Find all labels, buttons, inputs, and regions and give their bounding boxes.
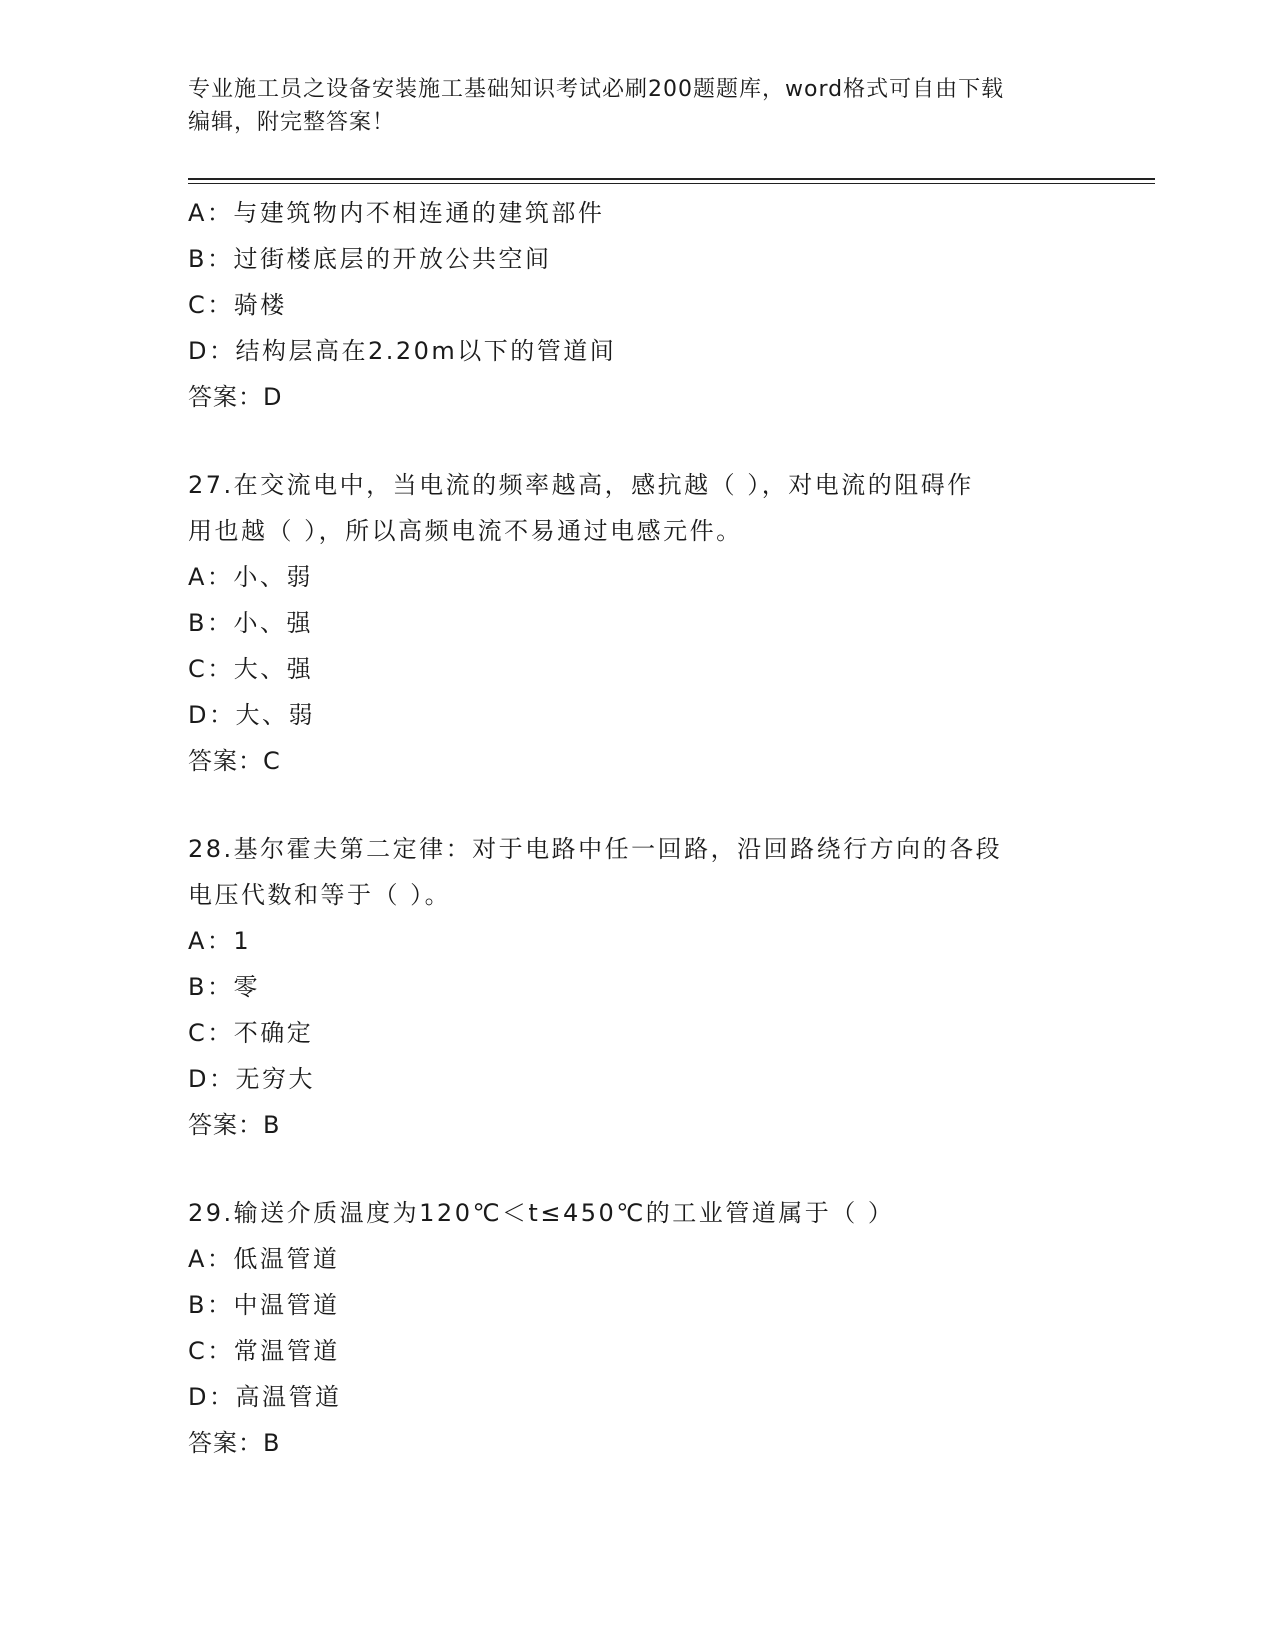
- question-stem: 28.基尔霍夫第二定律：对于电路中任一回路，沿回路绕行方向的各段: [188, 835, 1003, 863]
- header-line-1: 专业施工员之设备安装施工基础知识考试必刷200题题库，word格式可自由下载: [188, 77, 1005, 102]
- option-d: D：无穷大: [188, 1065, 315, 1093]
- option-d: D：结构层高在2.20m以下的管道间: [188, 337, 617, 365]
- question-stem: 27.在交流电中，当电流的频率越高，感抗越（ ），对电流的阻碍作: [188, 471, 974, 499]
- question-list: [188, 190, 1088, 1466]
- question-27: [188, 462, 1088, 784]
- answer-line: 答案：C: [188, 747, 281, 775]
- question-stem: 29.输送介质温度为120℃＜t≤450℃的工业管道属于（ ）: [188, 1199, 895, 1227]
- option-b: B：零: [188, 973, 260, 1001]
- question-28: [188, 826, 1088, 1148]
- question-29: [188, 1190, 1088, 1466]
- page-header: [188, 73, 1088, 139]
- spacer: [188, 784, 1088, 826]
- option-c: C：大、强: [188, 655, 314, 683]
- option-b: B：小、强: [188, 609, 313, 637]
- option-a: A：与建筑物内不相连通的建筑部件: [188, 199, 605, 227]
- question-stem-continued: 电压代数和等于（ ）。: [188, 881, 452, 909]
- option-d: D：大、弱: [188, 701, 315, 729]
- spacer: [188, 420, 1088, 462]
- header-line-2: 编辑，附完整答案！: [188, 110, 396, 135]
- header-divider-thick: [188, 178, 1155, 180]
- question-26-tail: [188, 190, 1088, 420]
- option-b: B：过街楼底层的开放公共空间: [188, 245, 552, 273]
- option-c: C：常温管道: [188, 1337, 340, 1365]
- spacer: [188, 1148, 1088, 1190]
- question-stem-continued: 用也越（ ），所以高频电流不易通过电感元件。: [188, 517, 743, 545]
- answer-line: 答案：B: [188, 1429, 281, 1457]
- option-a: A：小、弱: [188, 563, 313, 591]
- option-b: B：中温管道: [188, 1291, 340, 1319]
- option-d: D：高温管道: [188, 1383, 342, 1411]
- option-a: A：低温管道: [188, 1245, 340, 1273]
- option-a: A：1: [188, 927, 252, 955]
- option-c: C：不确定: [188, 1019, 314, 1047]
- answer-line: 答案：D: [188, 383, 283, 411]
- header-divider-thin: [188, 183, 1155, 184]
- option-c: C：骑楼: [188, 291, 287, 319]
- answer-line: 答案：B: [188, 1111, 281, 1139]
